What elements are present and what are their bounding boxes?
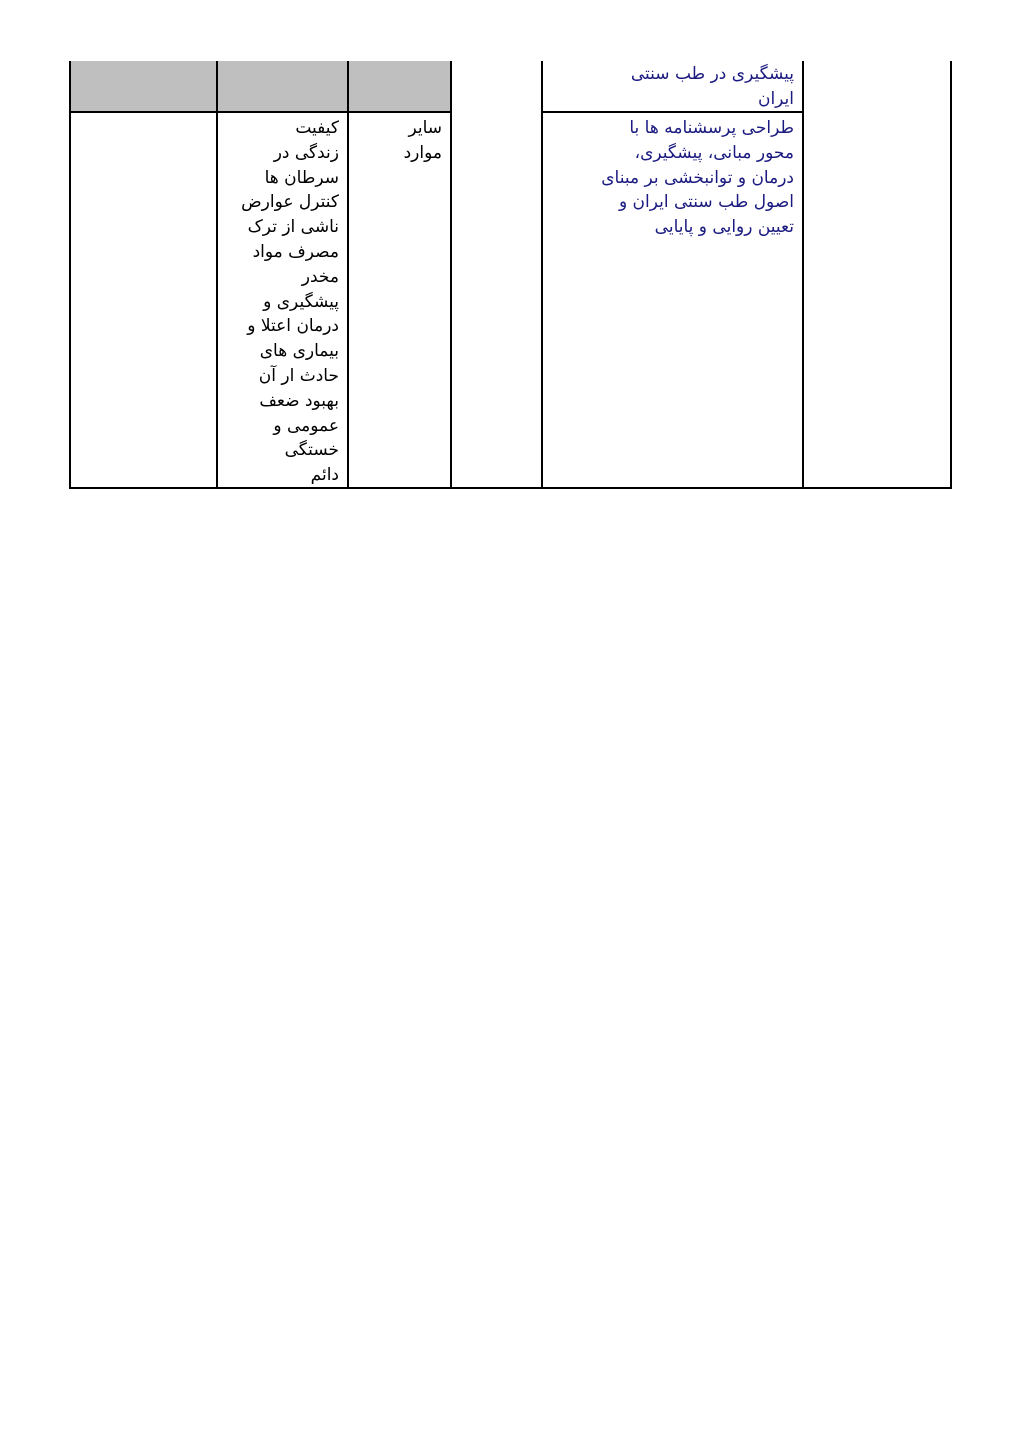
table-border-v2 — [216, 61, 218, 489]
description-line: تعیین روایی و پایایی — [654, 217, 794, 238]
category-line: سایر — [408, 118, 442, 138]
table-border-v4 — [450, 61, 452, 489]
description-line: طراحی پرسشنامه ها با — [629, 118, 794, 138]
topic-line: حادث ار آن — [258, 365, 339, 386]
shaded-cell-col2 — [218, 61, 347, 111]
description-line: اصول طب سنتی ایران و — [618, 192, 794, 213]
description-line: درمان و توانبخشی بر مبنای — [601, 167, 794, 188]
topic-line: دائم — [310, 465, 339, 486]
topic-line: پیشگیری و — [263, 291, 339, 312]
topic-line: درمان اعتلا و — [247, 316, 339, 337]
table-border-v1 — [69, 61, 71, 489]
table-border-bottom — [69, 487, 952, 489]
topic-line: ناشی از ترک — [247, 217, 339, 238]
topic-line: کنترل عوارض — [241, 192, 339, 213]
description-line: ایران — [757, 88, 794, 109]
topic-line: مصرف مواد — [252, 241, 339, 262]
table-cell-topics-row2 — [226, 116, 339, 488]
table-cell-description-row1 — [551, 62, 794, 112]
table-border-v6 — [802, 61, 804, 489]
table-border-row-divider-left — [69, 111, 452, 113]
topic-line: بیماری های — [259, 341, 339, 362]
topic-line: سرطان ها — [264, 167, 339, 188]
topic-line: خستگی — [284, 440, 339, 461]
category-line: موارد — [403, 142, 442, 163]
topic-line: زندگی در — [273, 142, 339, 163]
table-border-v5 — [541, 61, 543, 489]
topic-line: مخدر — [301, 266, 339, 287]
description-line: محور مبانی، پیشگیری، — [634, 142, 794, 163]
table-border-v3 — [347, 61, 349, 489]
topic-line: عمومی و — [273, 415, 339, 436]
shaded-cell-col1 — [71, 61, 216, 111]
shaded-cell-col3 — [349, 61, 450, 111]
description-line: پیشگیری در طب سنتی — [630, 64, 794, 84]
table-cell-description-row2 — [551, 116, 794, 240]
topic-line: بهبود ضعف — [259, 390, 339, 411]
topic-line: کیفیت — [295, 118, 339, 138]
table-cell-category-row2 — [357, 116, 442, 166]
table-border-v7 — [950, 61, 952, 489]
